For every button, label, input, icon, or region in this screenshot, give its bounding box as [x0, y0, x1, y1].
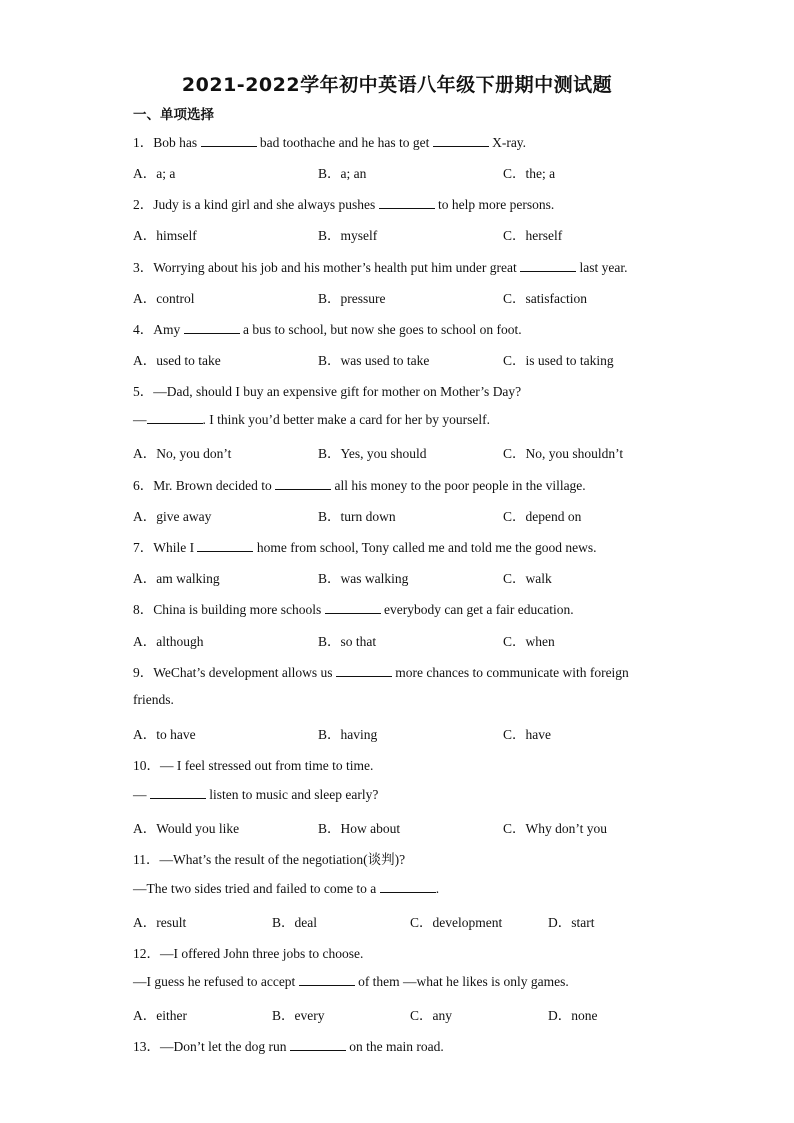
- question-text: [133, 131, 526, 151]
- answer-option[interactable]: B．having: [318, 727, 378, 742]
- question-text-segment: 13．—Don’t let the dog run: [133, 1039, 290, 1054]
- question-text-segment: 12．—I offered John three jobs to choose.: [133, 946, 364, 961]
- question-text: [133, 848, 405, 868]
- question-text-segment: all his money to the poor people in the village.: [331, 478, 586, 493]
- answer-option[interactable]: B．was walking: [318, 571, 409, 586]
- answer-option[interactable]: C．No, you shouldn’t: [503, 446, 624, 461]
- question-text-segment: 1．Bob has: [133, 135, 201, 150]
- answer-option[interactable]: A．himself: [133, 228, 197, 243]
- answer-option[interactable]: A．used to take: [133, 353, 221, 368]
- answer-option[interactable]: B．turn down: [318, 509, 396, 524]
- question-text: [133, 256, 627, 276]
- question-text: [133, 692, 174, 708]
- question-text: [133, 786, 378, 803]
- question-text-segment: —I guess he refused to accept: [133, 974, 299, 989]
- answer-blank[interactable]: [520, 259, 576, 272]
- question-text-segment: to help more persons.: [434, 197, 555, 212]
- question-text-segment: 3．Worrying about his job and his mother’s health put him under great: [133, 260, 521, 275]
- question-text-segment: —: [133, 412, 147, 427]
- question-text-segment: 6．Mr. Brown decided to: [133, 478, 276, 493]
- question-text-segment: 8．China is building more schools: [133, 602, 325, 617]
- answer-blank[interactable]: [433, 134, 489, 147]
- question-text: [133, 411, 490, 428]
- answer-option[interactable]: A．to have: [133, 727, 196, 742]
- question-text-segment: 2．Judy is a kind girl and she always pushes: [133, 197, 379, 212]
- question-text-segment: —The two sides tried and failed to come to a: [133, 881, 380, 896]
- answer-option[interactable]: C．when: [503, 634, 555, 649]
- question-text: [133, 193, 554, 213]
- answer-option[interactable]: A．result: [133, 915, 187, 930]
- answer-option[interactable]: C．the; a: [503, 166, 556, 181]
- answer-option[interactable]: A．although: [133, 634, 204, 649]
- answer-option[interactable]: A．a; a: [133, 166, 176, 181]
- answer-blank[interactable]: [275, 477, 331, 490]
- question-text-segment: 4．Amy: [133, 322, 184, 337]
- answer-option[interactable]: D．start: [548, 915, 595, 930]
- answer-blank[interactable]: [379, 196, 435, 209]
- question-text: [133, 754, 373, 774]
- question-text-segment: more chances to communicate with foreign: [391, 665, 629, 680]
- question-text: [133, 880, 439, 897]
- question-text: [133, 661, 629, 681]
- question-text: [133, 1035, 444, 1055]
- page-title: 2021-2022学年初中英语八年级下册期中测试题: [181, 74, 613, 96]
- answer-option[interactable]: B．so that: [318, 634, 377, 649]
- question-text-segment: . I think you’d better make a card for her by yourself.: [202, 412, 491, 427]
- question-text-segment: home from school, Tony called me and told me the good news.: [253, 540, 597, 555]
- question-text-segment: of them —what he likes is only games.: [354, 974, 569, 989]
- answer-option[interactable]: B．deal: [272, 915, 317, 930]
- answer-option[interactable]: A．control: [133, 291, 195, 306]
- question-text-segment: 5．—Dad, should I buy an expensive gift for mother on Mother’s Day?: [133, 384, 522, 399]
- section-heading: 一、单项选择: [133, 107, 214, 123]
- answer-option[interactable]: D．none: [548, 1008, 598, 1023]
- question-text-segment: 11．—What’s the result of the negotiation(谈判)?: [133, 852, 406, 867]
- answer-option[interactable]: C．depend on: [503, 509, 582, 524]
- answer-blank[interactable]: [184, 321, 240, 334]
- question-text: [133, 474, 586, 494]
- answer-blank[interactable]: [201, 134, 257, 147]
- answer-option[interactable]: C．walk: [503, 571, 552, 586]
- answer-option[interactable]: C．Why don’t you: [503, 821, 607, 836]
- question-text-segment: a bus to school, but now she goes to school on foot.: [239, 322, 522, 337]
- question-text: [133, 973, 569, 990]
- answer-option[interactable]: C．development: [410, 915, 503, 930]
- question-text: [133, 380, 521, 400]
- answer-option[interactable]: C．satisfaction: [503, 291, 587, 306]
- question-text: [133, 598, 574, 618]
- question-text-segment: last year.: [576, 260, 628, 275]
- answer-option[interactable]: C．have: [503, 727, 551, 742]
- question-text-segment: 10．— I feel stressed out from time to time.: [133, 758, 374, 773]
- question-text-segment: 9．WeChat’s development allows us: [133, 665, 336, 680]
- answer-option[interactable]: C．is used to taking: [503, 353, 614, 368]
- answer-blank[interactable]: [325, 601, 381, 614]
- question-text-segment: bad toothache and he has to get: [256, 135, 433, 150]
- answer-option[interactable]: C．herself: [503, 228, 563, 243]
- answer-blank[interactable]: [197, 539, 253, 552]
- answer-blank[interactable]: [336, 664, 392, 677]
- question-text-segment: X-ray.: [488, 135, 527, 150]
- answer-option[interactable]: A．either: [133, 1008, 187, 1023]
- answer-option[interactable]: B．How about: [318, 821, 401, 836]
- answer-option[interactable]: A．Would you like: [133, 821, 240, 836]
- answer-option[interactable]: A．give away: [133, 509, 212, 524]
- question-text-segment: everybody can get a fair education.: [380, 602, 574, 617]
- answer-option[interactable]: B．Yes, you should: [318, 446, 427, 461]
- answer-blank[interactable]: [299, 973, 355, 986]
- question-text-segment: 7．While I: [133, 540, 198, 555]
- answer-blank[interactable]: [150, 786, 206, 799]
- answer-blank[interactable]: [380, 880, 436, 893]
- answer-option[interactable]: B．a; an: [318, 166, 367, 181]
- question-text-segment: .: [435, 881, 440, 896]
- answer-blank[interactable]: [290, 1038, 346, 1051]
- question-text-segment: friends.: [133, 692, 174, 707]
- question-text: [133, 942, 363, 962]
- answer-option[interactable]: A．No, you don’t: [133, 446, 232, 461]
- question-text: [133, 536, 596, 556]
- answer-option[interactable]: C．any: [410, 1008, 452, 1023]
- question-text-segment: —: [133, 787, 150, 802]
- answer-option[interactable]: B．pressure: [318, 291, 386, 306]
- question-text-segment: on the main road.: [345, 1039, 444, 1054]
- answer-option[interactable]: B．every: [272, 1008, 325, 1023]
- answer-option[interactable]: B．was used to take: [318, 353, 430, 368]
- answer-option[interactable]: A．am walking: [133, 571, 220, 586]
- question-text: [133, 318, 522, 338]
- answer-option[interactable]: B．myself: [318, 228, 378, 243]
- answer-blank[interactable]: [147, 411, 203, 424]
- question-text-segment: listen to music and sleep early?: [205, 787, 379, 802]
